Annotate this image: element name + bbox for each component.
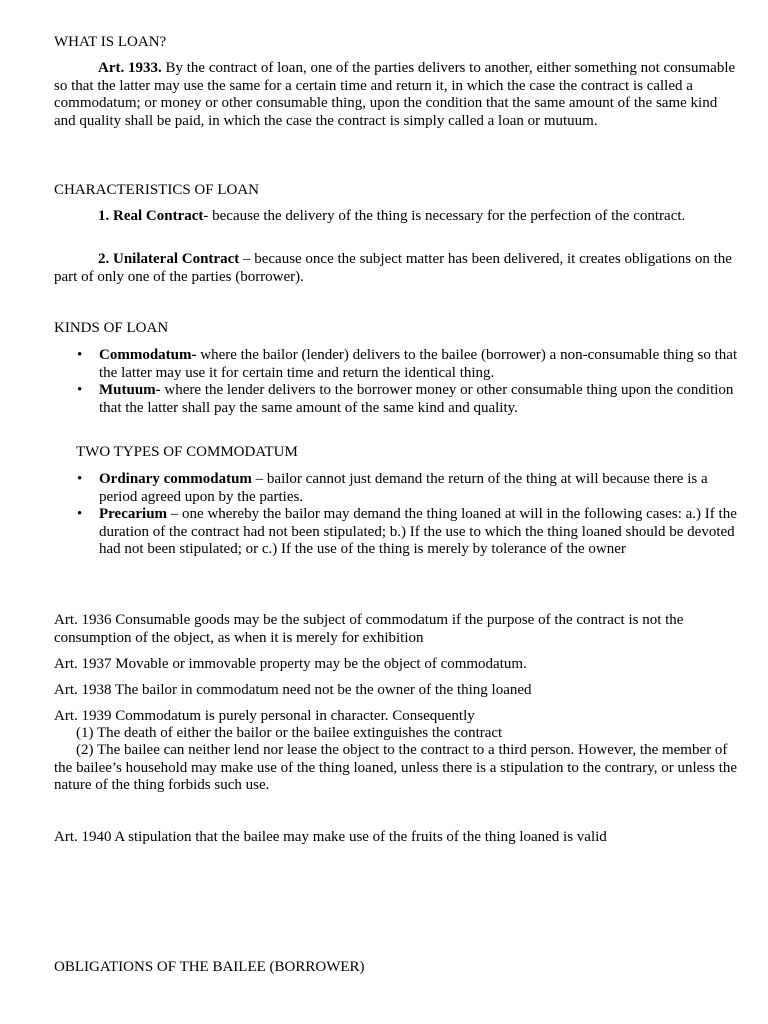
list-item	[99, 382, 739, 417]
kind-label: Commodatum-	[99, 347, 197, 363]
characteristic-real-contract	[54, 208, 738, 226]
heading-two-types: TWO TYPES OF COMMODATUM	[76, 444, 298, 460]
art-1938-paragraph: Art. 1938 The bailor in commodatum need not be the owner of the thing loaned	[54, 682, 532, 698]
characteristic-text: - because the delivery of the thing is necessary for the perfection of the contract.	[203, 208, 686, 224]
type-label: Precarium	[99, 506, 168, 522]
type-label: Ordinary commodatum	[99, 471, 252, 487]
heading-what-is-loan: WHAT IS LOAN?	[54, 34, 167, 50]
types-list	[99, 471, 739, 559]
type-text: – one whereby the bailor may demand the thing loaned at will in the following cases: a.) If the duration of the contract had not been stipulated; b.) If the use to which the thing loaned should be devoted had not been stipulated; or c.) If the use of the thing is merely by tolerance of the owner	[99, 506, 737, 557]
characteristic-label: 1. Real Contract	[98, 208, 204, 224]
type-text: – bailor cannot just demand the return of the thing at will because there is a period agreed upon by the parties.	[99, 471, 708, 505]
art-1933-label: Art. 1933.	[98, 60, 162, 76]
list-item	[99, 471, 739, 506]
heading-kinds-of-loan: KINDS OF LOAN	[54, 320, 169, 336]
heading-characteristics: CHARACTERISTICS OF LOAN	[54, 182, 260, 198]
kinds-list	[99, 347, 739, 417]
characteristic-text: – because once the subject matter has been delivered, it creates obligations on the part of only one of the parties (borrower).	[54, 251, 732, 285]
art-1933-text: By the contract of loan, one of the parties delivers to another, either something not consumable so that the latter may use the same for a certain time and return it, in which the case the contract is called a commodatum; or money or other consumable thing, upon the condition that the same amount of the same kind and quality shall be paid, in which the case the contract is simply called a loan or mutuum.	[54, 60, 736, 129]
art-1939-item-1: (1) The death of either the bailor or the bailee extinguishes the contract	[76, 725, 503, 741]
characteristic-unilateral-contract	[54, 251, 738, 286]
kind-text: where the lender delivers to the borrower money or other consumable thing upon the condition that the latter shall pay the same amount of the same kind and quality.	[99, 382, 734, 416]
characteristic-label: 2. Unilateral Contract	[98, 251, 240, 267]
art-1937-paragraph: Art. 1937 Movable or immovable property may be the object of commodatum.	[54, 656, 527, 672]
kind-text: where the bailor (lender) delivers to the bailee (borrower) a non-consumable thing so that the latter may use it for certain time and return the identical thing.	[99, 347, 738, 381]
art-1939-intro: Art. 1939 Commodatum is purely personal in character. Consequently	[54, 708, 475, 724]
art-1936-paragraph: Art. 1936 Consumable goods may be the subject of commodatum if the purpose of the contract is not the consumption of the object, as when it is merely for exhibition	[54, 612, 684, 646]
art-1939-item-2: (2) The bailee can neither lend nor lease the object to the contract to a third person. However, the member of the bailee’s household may make use of the thing loaned, unless there is a stipulation to the contrary, or unless the nature of the thing forbids such use.	[54, 742, 738, 793]
art-1940-paragraph: Art. 1940 A stipulation that the bailee may make use of the fruits of the thing loaned is valid	[54, 829, 607, 845]
kind-label: Mutuum-	[99, 382, 161, 398]
art-1933-paragraph	[54, 60, 738, 130]
heading-obligations-bailee: OBLIGATIONS OF THE BAILEE (BORROWER)	[54, 959, 365, 975]
list-item	[99, 506, 739, 559]
list-item	[99, 347, 739, 382]
